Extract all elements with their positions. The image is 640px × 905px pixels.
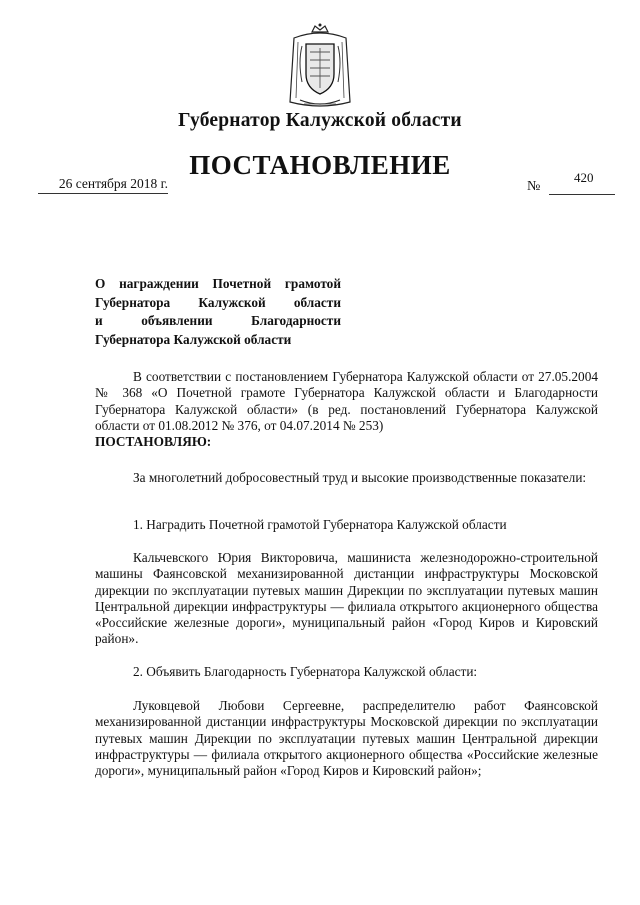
item1-heading: 1. Наградить Почетной грамотой Губернатора Калужской области bbox=[133, 517, 507, 532]
preamble-text: В соответствии с постановлением Губернатора Калужской области от 27.05.2004 № 368 «О Почетной грамоте Губернатора Калужской области и Благодарности Губернатора Калужской области» (в ред. постановлений Губернатора Калужской области от 01.08.2012 № 376, от 04.07.2014 № 253) bbox=[95, 369, 598, 433]
document-subject bbox=[95, 275, 341, 349]
number-value: 420 bbox=[574, 170, 594, 185]
subject-line: Губернатора Калужской области bbox=[95, 331, 292, 347]
issuer-title: Губернатор Калужской области bbox=[178, 110, 462, 131]
kaluga-coat-of-arms-icon bbox=[284, 22, 356, 112]
subject-line: Губернатора Калужской области bbox=[95, 294, 341, 310]
item1-person: Кальчевского Юрия Викторовича, машиниста железнодорожно-строительной машины Фаянсовской механизированной дистанции инфраструктуры Московской дирекции по эксплуатации путевых машин Дирекции по эксплуатации путевых машин Центральной дирекции инфраструктуры — филиала открытого акционерного общества «Российские железные дороги», муниципальный район «Город Киров и Кировский район». bbox=[95, 550, 598, 647]
subject-line: О награждении Почетной грамотой bbox=[95, 276, 341, 291]
subject-line: и объявлении Благодарности bbox=[95, 313, 341, 328]
number-label: № bbox=[527, 179, 541, 194]
preamble-block bbox=[95, 369, 598, 450]
reason-text: За многолетний добросовестный труд и высокие производственные показатели: bbox=[133, 470, 587, 485]
number-underline bbox=[549, 194, 615, 195]
document-number bbox=[527, 170, 617, 196]
item2-heading: 2. Объявить Благодарность Губернатора Калужской области: bbox=[133, 664, 478, 679]
decree-word: ПОСТАНОВЛЯЮ: bbox=[95, 434, 212, 450]
item2-person: Луковцевой Любови Сергеевне, распределителю работ Фаянсовской механизированной дистанции инфраструктуры Московской дирекции по эксплуатации путевых машин Дирекции по эксплуатации путевых машин Центральной дирекции инфраструктуры — филиала открытого акционерного общества «Российские железные дороги», муниципальный район «Город Киров и Кировский район»; bbox=[95, 698, 598, 779]
document-date: 26 сентября 2018 г. bbox=[38, 176, 168, 194]
document-type: ПОСТАНОВЛЕНИЕ bbox=[189, 150, 451, 180]
